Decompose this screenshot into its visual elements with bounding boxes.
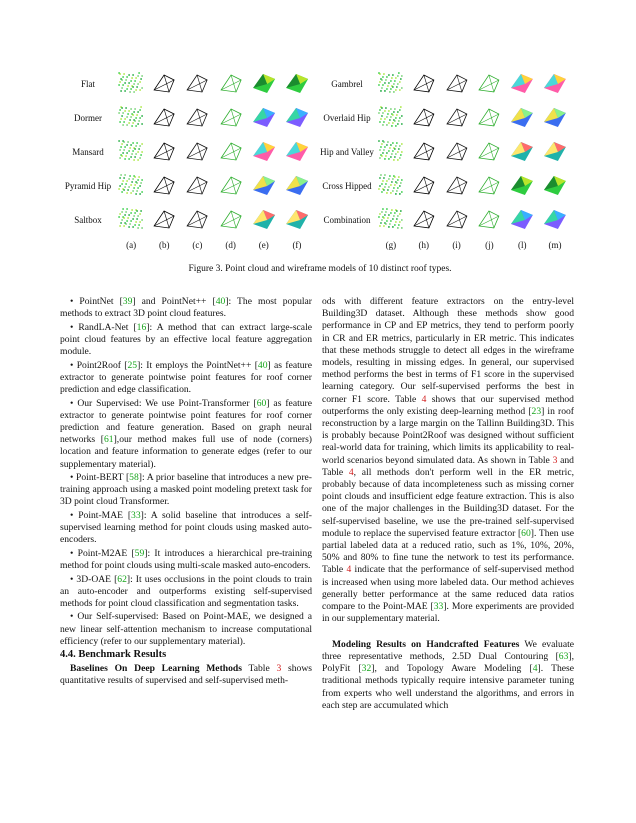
section-title-benchmark: 4.4. Benchmark Results: [60, 649, 167, 661]
roof-thumbnail: [216, 104, 246, 130]
roof-thumbnail: [376, 104, 406, 130]
row-label: Combination: [323, 215, 371, 225]
column-label: (h): [418, 240, 429, 250]
bullet-point-mae: • Point-MAE [33]: A solid baseline that introduces a self-supervised learning method for point clouds using masked auto-encoders.: [60, 509, 312, 546]
citation-link[interactable]: 33: [433, 601, 444, 613]
column-label: (j): [485, 240, 494, 250]
citation-link[interactable]: 40: [215, 296, 226, 307]
citation-link[interactable]: 16: [136, 321, 147, 333]
roof-thumbnail: [149, 138, 179, 164]
roof-thumbnail: [182, 104, 212, 130]
roof-thumbnail: [216, 138, 246, 164]
column-label: (d): [225, 240, 236, 250]
figure-row: [60, 104, 315, 132]
row-label: Overlaid Hip: [323, 113, 371, 123]
bullet-point2roof: • Point2Roof [25]: It employs the PointNet++ [40] as feature extractor to generate pointwise point features for roof corner prediction and edge classification.: [60, 359, 313, 396]
roof-thumbnail: [507, 70, 537, 96]
roof-thumbnail: [507, 172, 537, 198]
bullet-our-self-supervised: • Our Self-supervised: Based on Point-MAE, we designed a new linear self-attention mechanism to increase computational efficiency (refer to our supplementary material).: [60, 611, 312, 647]
citation-link[interactable]: 62: [117, 573, 127, 585]
figure-3: [60, 68, 580, 258]
left-text-column: [60, 296, 312, 689]
roof-thumbnail: [249, 138, 279, 164]
roof-thumbnail: [442, 206, 472, 232]
row-label: Flat: [80, 79, 95, 89]
column-label: (c): [192, 240, 203, 250]
citation-link[interactable]: 32: [361, 663, 372, 675]
roof-thumbnail: [282, 104, 312, 130]
roof-thumbnail: [182, 70, 212, 96]
column-labels: [116, 240, 312, 250]
table-ref-link[interactable]: 4: [346, 564, 352, 576]
roof-thumbnail: [149, 172, 179, 198]
figure-left-panel: [60, 68, 315, 250]
table-ref-link[interactable]: 3: [552, 454, 558, 466]
roof-thumbnail: [409, 104, 439, 130]
roof-thumbnail: [182, 206, 212, 232]
column-label: (l): [517, 240, 527, 250]
roof-thumbnail: [442, 138, 472, 164]
citation-link[interactable]: 60: [521, 527, 531, 539]
bullet-our-supervised: • Our Supervised: We use Point-Transformer [60] as feature extractor to generate pointwise point features for roof corner prediction and feature generation. Based on graph neural networks [61],our method makes full use of node (corners) location and feature information to generate edges (refer to our supplementary material).: [60, 397, 312, 470]
column-label: (a): [126, 240, 137, 250]
citation-link[interactable]: 33: [131, 509, 141, 521]
citation-link[interactable]: 23: [531, 405, 542, 417]
roof-thumbnail: [540, 172, 570, 198]
roof-thumbnail: [249, 70, 279, 96]
row-label: Mansard: [72, 147, 104, 157]
row-label: Pyramid Hip: [64, 181, 112, 191]
figure-row: [318, 104, 573, 132]
table-ref-link[interactable]: 4: [421, 393, 427, 405]
roof-thumbnail: [116, 104, 146, 130]
row-label: Dormer: [74, 113, 102, 123]
citation-link[interactable]: 4: [532, 663, 538, 675]
roof-thumbnail: [409, 206, 439, 232]
citation-link[interactable]: 39: [122, 296, 133, 307]
roof-thumbnail: [540, 206, 570, 232]
roof-thumbnail: [116, 138, 146, 164]
row-label: Hip and Valley: [320, 147, 374, 157]
roof-thumbnail: [249, 172, 279, 198]
table-ref-link[interactable]: 3: [276, 662, 282, 674]
figure-row: [318, 172, 573, 200]
paragraph-handcrafted: Modeling Results on Handcrafted Features We evaluate three representative methods, 2.5D Dual Contouring [63], PolyFit [32], and Topology Aware Modeling [4]. These traditional methods typically require intensive parameter tuning from experts who well understand the algorithms, and errors in each step are accumulated which: [322, 638, 574, 711]
bullet-3d-oae: • 3D-OAE [62]: It uses occlusions in the point clouds to train an auto-encoder and outperforms existing self-supervised methods for point cloud classification and segmentation tasks.: [60, 573, 313, 609]
roof-thumbnail: [376, 172, 406, 198]
roof-thumbnail: [149, 70, 179, 96]
figure-caption: Figure 3. Point cloud and wireframe models of 10 distinct roof types.: [188, 264, 452, 274]
column-label: (i): [452, 240, 461, 250]
roof-thumbnail: [116, 172, 146, 198]
roof-thumbnail: [282, 138, 312, 164]
column-label: (m): [548, 240, 562, 250]
citation-link[interactable]: 40: [257, 359, 268, 371]
figure-row: [318, 70, 573, 98]
roof-thumbnail: [540, 70, 570, 96]
bullet-pointnet: • PointNet [39] and PointNet++ [40]: The most popular methods to extract 3D point cloud features.: [60, 296, 313, 320]
roof-thumbnail: [182, 138, 212, 164]
paragraph-results: ods with different feature extractors on the entry-level Building3D dataset. Although these methods show good performance in CP and EP metrics, they tend to perform poorly in CR and ER metrics, particularly in ER metric. This indicates that these methods struggle to detect all edges in the wireframe models, resulting in missing edges. In general, our supervised method performs the best in terms of F1 score in the supervised learning category. Our self-supervised performs the best in corner F1 score. Table 4 shows that our supervised method outperforms the only existing deep-learning method [23] in roof reconstruction by a large margin on the Tallinn Building3D. This is probably because Point2Roof was designed without sufficient real-world data for training, which limits its applicability to real-world scenarios beyond simulated data. As shown in Table 3 and Table 4, all methods don't perform well in the ER metric, probably because of data incompleteness such as missing corner point clouds and insufficient edge feature extraction. This is also one of the major challenges in the Building3D dataset. For the self-supervised baseline, we use the pre-trained self-supervised module to replace the supervised feature extractor [60]. Then use partial labeled data at a reduced ratio, such as 1%, 10%, 20%, 50% and 80% to fine tune the network to test its performance. Table 4 indicate that the performance of self-supervised method is increased when using more labeled data. Our method achieves generally better performance at the same reduced data ratios compare to the Point-MAE [33]. More experiments are provided in our supplementary material.: [322, 296, 575, 625]
figure-row: [60, 172, 315, 200]
roof-thumbnail: [409, 70, 439, 96]
roof-thumbnail: [507, 206, 537, 232]
roof-thumbnail: [216, 172, 246, 198]
row-label: Gambrel: [331, 79, 363, 89]
paragraph-baselines: Baselines On Deep Learning Methods Table 3 shows quantitative results of supervised and self-supervised meth-: [60, 662, 313, 687]
citation-link[interactable]: 63: [558, 650, 569, 662]
roof-thumbnail: [540, 104, 570, 130]
roof-thumbnail: [216, 70, 246, 96]
roof-thumbnail: [376, 206, 406, 232]
roof-thumbnail: [376, 138, 406, 164]
roof-thumbnail: [442, 70, 472, 96]
roof-thumbnail: [474, 206, 504, 232]
roof-thumbnail: [409, 172, 439, 198]
roof-thumbnail: [216, 206, 246, 232]
roof-thumbnail: [116, 206, 146, 232]
roof-thumbnail: [149, 206, 179, 232]
figure-row: [60, 138, 315, 166]
citation-link[interactable]: 61: [104, 434, 114, 446]
bullet-point-bert: • Point-BERT [58]: A prior baseline that introduces a new pre-training approach using a masked point modeling pretext task for 3D point cloud Transformer.: [60, 472, 313, 508]
roof-thumbnail: [474, 172, 504, 198]
roof-thumbnail: [249, 104, 279, 130]
bullet-point-m2ae: • Point-M2AE [59]: It introduces a hierarchical pre-training method for point clouds using multi-scale masked auto-encoders.: [60, 547, 313, 572]
column-label: (g): [385, 240, 397, 250]
roof-thumbnail: [282, 172, 312, 198]
row-label: Cross Hipped: [322, 181, 372, 191]
citation-link[interactable]: 58: [129, 472, 139, 484]
citation-link[interactable]: 60: [256, 397, 267, 409]
column-label: (b): [159, 240, 170, 250]
roof-thumbnail: [474, 104, 504, 130]
roof-thumbnail: [149, 104, 179, 130]
roof-thumbnail: [249, 206, 279, 232]
column-label: (f): [292, 240, 302, 250]
roof-thumbnail: [182, 172, 212, 198]
roof-thumbnail: [116, 70, 146, 96]
bullet-randla: • RandLA-Net [16]: A method that can extract large-scale point cloud features by an effective local feature aggregation module.: [60, 321, 312, 358]
roof-thumbnail: [474, 70, 504, 96]
figure-row: [318, 138, 573, 166]
roof-thumbnail: [540, 138, 570, 164]
roof-thumbnail: [282, 70, 312, 96]
column-label: (e): [258, 240, 269, 250]
row-label: Saltbox: [74, 215, 102, 225]
figure-row: [60, 206, 315, 234]
roof-thumbnail: [376, 70, 406, 96]
figure-right-panel: [318, 68, 573, 250]
citation-link[interactable]: 25: [127, 359, 138, 371]
roof-thumbnail: [442, 172, 472, 198]
roof-thumbnail: [442, 104, 472, 130]
roof-thumbnail: [507, 104, 537, 130]
roof-thumbnail: [282, 206, 312, 232]
table-ref-link[interactable]: 4: [348, 466, 354, 478]
figure-row: [60, 70, 315, 98]
roof-thumbnail: [474, 138, 504, 164]
figure-row: [318, 206, 573, 234]
roof-thumbnail: [507, 138, 537, 164]
right-text-column: [322, 296, 574, 713]
column-labels: [376, 240, 570, 250]
roof-thumbnail: [409, 138, 439, 164]
citation-link[interactable]: 59: [134, 547, 145, 559]
